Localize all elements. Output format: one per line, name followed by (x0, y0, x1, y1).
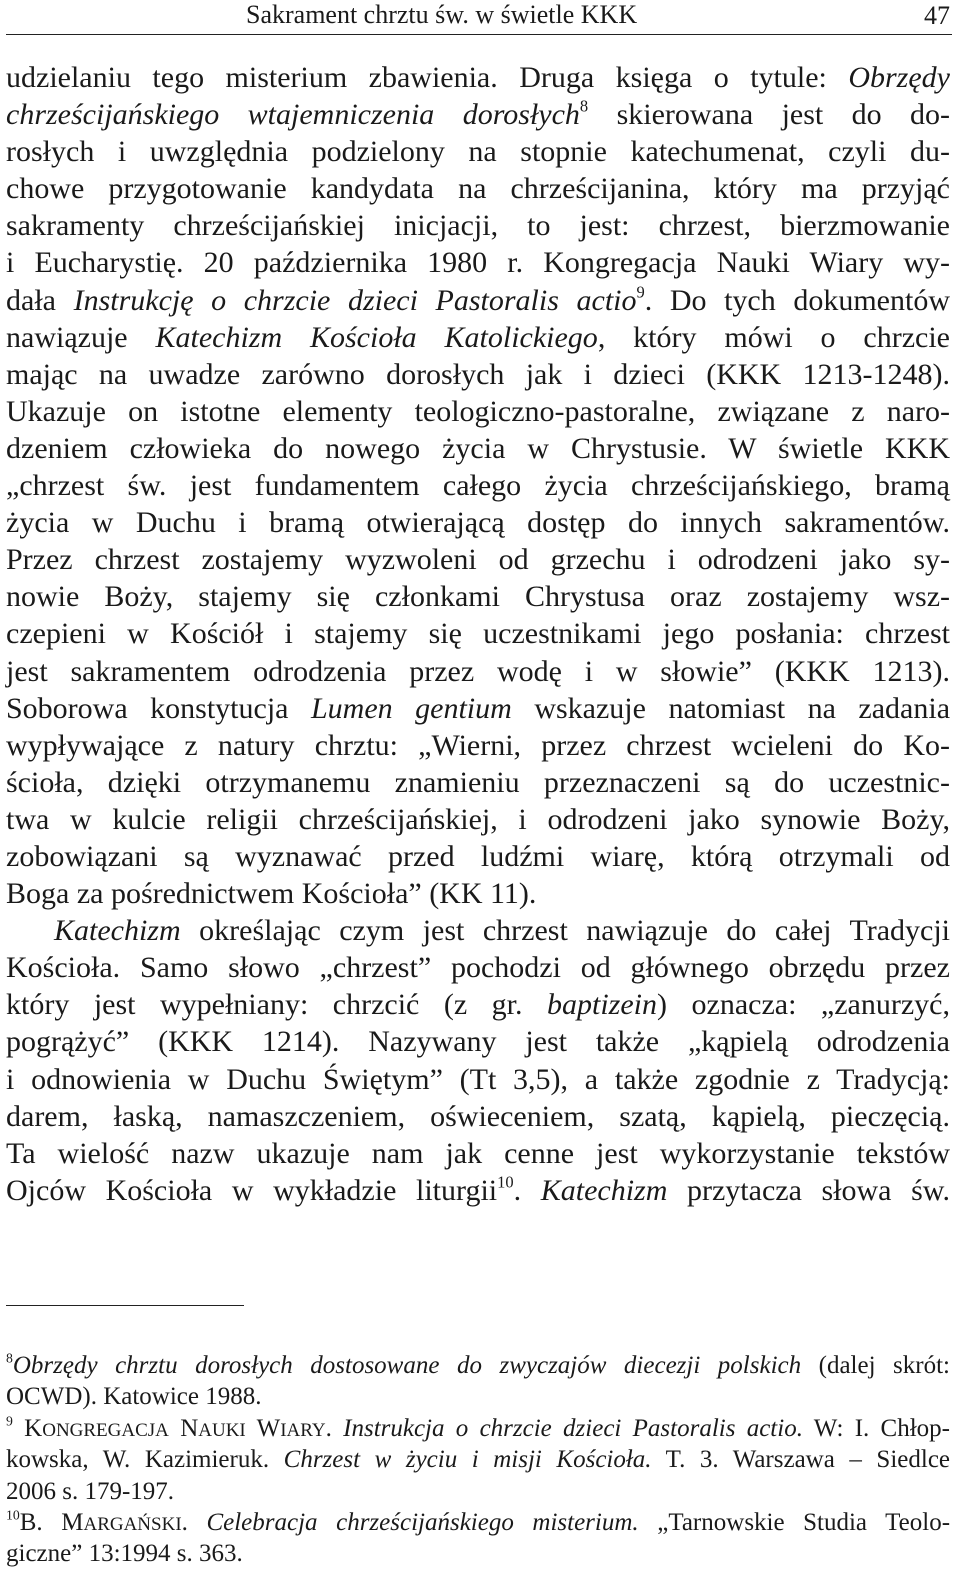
text-line: twa w kulcie religii chrześcijańskiej, i odrodzeni jako synowie Boży, (6, 802, 950, 836)
italic-title: chrześcijańskiego wtajemniczenia dorosłych (6, 98, 580, 132)
text-line: sakramenty chrześcijańskiej inicjacji, to jest: chrzest, bierzmowanie (6, 209, 950, 243)
footnotes (6, 1350, 950, 1570)
italic-title: Katechizm (540, 1173, 668, 1207)
text-line: nowie Boży, stajemy się członkami Chrystusa oraz zostajemy wsz- (6, 580, 950, 614)
text-line: życia w Duchu i bramą otwierającą dostęp do innych sakramentów. (6, 506, 950, 540)
text-line: Katechizm określając czym jest chrzest nawiązuje do całej Tradycji (54, 914, 951, 948)
text-line: jest sakramentem odrodzenia przez wodę i w słowie” (KKK 1213). (6, 654, 950, 688)
text-line: rosłych i uwzględnia podzielony na stopnie katechumenat, czyli du- (6, 135, 950, 169)
text-line: chowe przygotowanie kandydata na chrześcijanina, który ma przyjąć (6, 172, 950, 206)
footnote-10: $^{10}$B. MARGAŃSKI. Celebracja chrześcijańskiego misterium. „Tarnowskie Studia Teolo- (6, 1507, 951, 1536)
text-line: Ukazuje on istotne elementy teologiczno-pastoralne, związane z naro- (6, 394, 950, 428)
italic-word: baptizein (547, 988, 658, 1022)
text-line: dała Instrukcję o chrzcie dzieci Pastoralis actio$^9$. Do tych dokumentów (6, 282, 951, 317)
footnote-number: 8 (6, 1350, 13, 1366)
text-line: pogrążyć” (KKK 1214). Nazywany jest także „kąpielą odrodzenia (6, 1025, 950, 1059)
italic-title: Instrukcję o chrzcie dzieci Pastoralis actio (73, 283, 637, 317)
text-line: i odnowienia w Duchu Świętym” (Tt 3,5), a także zgodnie z Tradycją: (6, 1062, 950, 1096)
text-line: „chrzest św. jest fundamentem całego życia chrześcijańskiego, bramą (6, 469, 950, 503)
footnote-number: 10 (6, 1507, 20, 1523)
text-line: i Eucharystię. 20 października 1980 r. Kongregacja Nauki Wiary wy- (6, 246, 950, 280)
footnote-ref[interactable]: 10 (497, 1172, 514, 1192)
text-line: Ojców Kościoła w wykładzie liturgii$^{10}$. Katechizm przytacza słowa św. (6, 1172, 950, 1207)
text-line: darem, łaską, namaszczeniem, oświeceniem, szatą, kąpielą, pieczęcią. (6, 1099, 950, 1133)
italic-title: Lumen gentium (310, 691, 512, 725)
page-number: 47 (924, 1, 950, 30)
text-line: zobowiązani są wyznawać przed ludźmi wiarę, którą otrzymali od (6, 839, 950, 873)
footnote-10-cont: giczne” 13:1994 s. 363. (6, 1540, 243, 1568)
italic-title: Obrzędy (848, 61, 950, 94)
footnote-9-cont: kowska, W. Kazimieruk. Chrzest w życiu i misji Kościoła. T. 3. Warszawa – Siedlce (6, 1446, 951, 1474)
footnote-9-cont: 2006 s. 179-197. (6, 1477, 175, 1505)
italic-title: Katechizm Kościoła Katolickiego (155, 320, 598, 354)
text-line: który jest wypełniany: chrzcić (z gr. baptizein) oznacza: „zanurzyć, (6, 988, 950, 1022)
footnote-9: $^9$ KONGREGACJA NAUKI WIARY. Instrukcja o chrzcie dzieci Pastoralis actio. W: I. Chłop- (6, 1413, 950, 1442)
text-line: Ta wielość nazw ukazuje nam jak cenne jest wykorzystanie tekstów (6, 1136, 950, 1170)
footnote-ref[interactable]: 8 (579, 96, 589, 116)
footnote-separator (6, 1305, 244, 1306)
running-title: Sakrament chrztu św. w świetle KKK (246, 0, 638, 29)
footnote-ref[interactable]: 9 (636, 282, 645, 302)
text-line: Kościoła. Samo słowo „chrzest” pochodzi od głównego obrzędu przez (6, 951, 950, 985)
footnote-8: $^8$Obrzędy chrztu dorosłych dostosowane do zwyczajów diecezji polskich (dalej skrót: (6, 1350, 951, 1379)
text-line: mając na uwadze zarówno dorosłych jak i dzieci (KKK 1213-1248). (6, 357, 950, 391)
running-header (6, 0, 952, 35)
text-line: chrześcijańskiego wtajemniczenia dorosłych$^8$ skierowana jest do do- (6, 96, 951, 132)
text-line: ścioła, dzięki otrzymanemu znamieniu przeznaczeni są do uczestnic- (6, 765, 950, 799)
text-line: dzeniem człowieka do nowego życia w Chrystusie. W świetle KKK (6, 431, 950, 465)
text-line: Boga za pośrednictwem Kościoła” (KK 11). (6, 877, 537, 911)
text-line: udzielaniu tego misterium zbawienia. Druga księga o tytule: Obrzędy (6, 61, 950, 94)
footnote-8-cont: OCWD). Katowice 1988. (6, 1383, 262, 1411)
text-line: czepieni w Kościół i stajemy się uczestnikami jego posłania: chrzest (6, 617, 950, 651)
text-line: wypływające z natury chrztu: „Wierni, przez chrzest wcieleni do Ko- (6, 728, 950, 762)
text-line: Przez chrzest zostajemy wyzwoleni od grzechu i odrodzeni jako sy- (6, 543, 950, 577)
footnote-number: 9 (6, 1413, 13, 1429)
body-text (6, 59, 950, 1209)
italic-title: Katechizm (54, 914, 181, 948)
text-line: nawiązuje Katechizm Kościoła Katolickiego, który mówi o chrzcie (6, 320, 950, 354)
text-line: Soborowa konstytucja Lumen gentium wskazuje natomiast na zadania (6, 691, 951, 725)
